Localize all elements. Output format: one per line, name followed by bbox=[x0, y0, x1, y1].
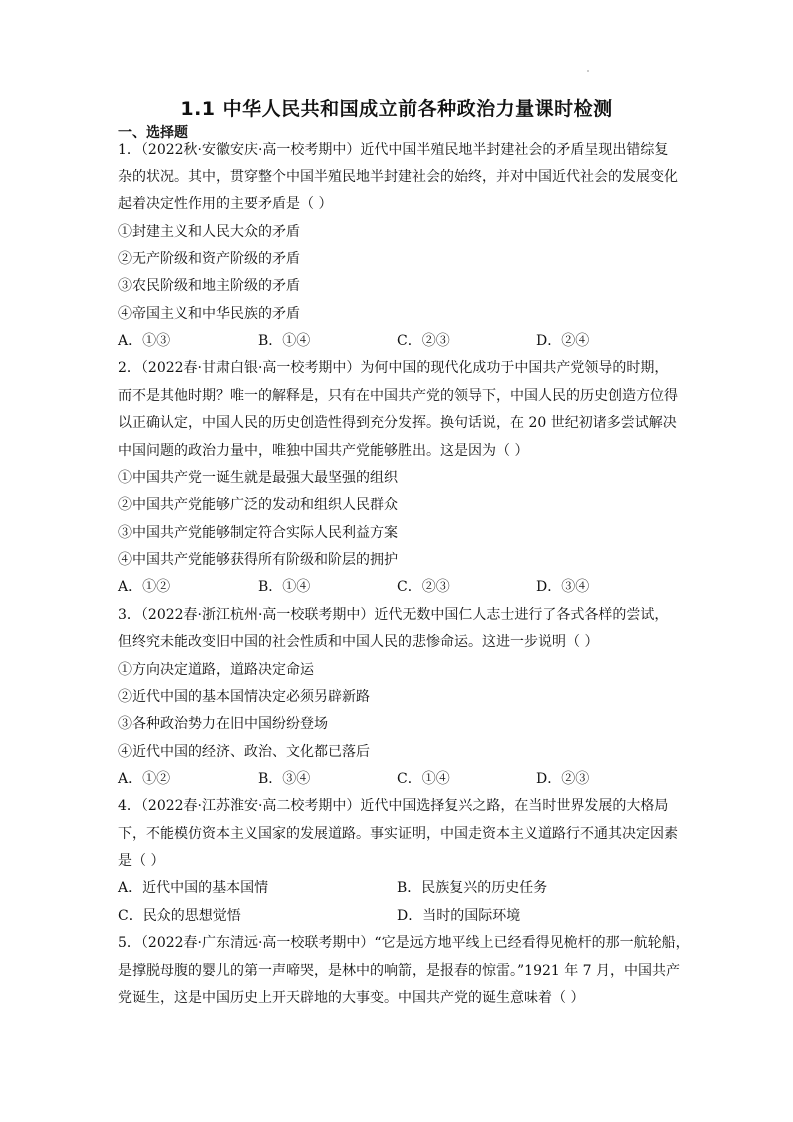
option-b[interactable]: B．①④ bbox=[258, 579, 311, 595]
page-title: 1.1 中华人民共和国成立前各种政治力量课时检测 bbox=[180, 98, 613, 120]
question-1-options bbox=[118, 331, 678, 351]
option-a[interactable]: A．近代中国的基本国情 bbox=[118, 880, 269, 896]
question-4-options-row-2 bbox=[118, 906, 678, 926]
question-2-statement: ④中国共产党能够获得所有阶级和阶层的拥护 bbox=[118, 552, 398, 568]
question-2-text-line: 中国问题的政治力量中，唯独中国共产党能够胜出。这是因为（ ） bbox=[118, 443, 529, 459]
question-5-text-line: 党诞生，这是中国历史上开天辟地的大事变。中国共产党的诞生意味着（ ） bbox=[118, 990, 585, 1006]
option-c[interactable]: C．②③ bbox=[397, 579, 450, 595]
question-3-statement: ②近代中国的基本国情决定必须另辟新路 bbox=[118, 689, 370, 705]
question-3-statement: ④近代中国的经济、政治、文化都已落后 bbox=[118, 744, 370, 760]
question-4-options-row-1 bbox=[118, 878, 678, 898]
scan-mark bbox=[587, 70, 589, 72]
option-b[interactable]: B．民族复兴的历史任务 bbox=[397, 880, 548, 896]
option-c[interactable]: C．民众的思想觉悟 bbox=[118, 908, 241, 924]
question-4-text-line: 4．（2022春·江苏淮安·高二校考期中）近代中国选择复兴之路，在当时世界发展的大格局 bbox=[118, 798, 669, 814]
question-3-statement: ③各种政治势力在旧中国纷纷登场 bbox=[118, 716, 328, 732]
question-2-statement: ②中国共产党能够广泛的发动和组织人民群众 bbox=[118, 497, 398, 513]
option-b[interactable]: B．①④ bbox=[258, 333, 311, 349]
option-a[interactable]: A．①② bbox=[118, 771, 171, 787]
question-1-text-line: 起着决定性作用的主要矛盾是（ ） bbox=[118, 196, 333, 212]
question-2-statement: ③中国共产党能够制定符合实际人民利益方案 bbox=[118, 525, 398, 541]
option-d[interactable]: D．③④ bbox=[536, 579, 590, 595]
question-5-text-line: 5．（2022春·广东清远·高一校联考期中）“它是远方地平线上已经看得见桅杆的那一航轮船， bbox=[118, 935, 690, 951]
option-b[interactable]: B．③④ bbox=[258, 771, 311, 787]
question-3-statement: ①方向决定道路，道路决定命运 bbox=[118, 662, 314, 678]
question-3-options bbox=[118, 769, 678, 789]
question-1-statement: ②无产阶级和资产阶级的矛盾 bbox=[118, 251, 300, 267]
option-d[interactable]: D．②③ bbox=[536, 771, 590, 787]
question-1-statement: ④帝国主义和中华民族的矛盾 bbox=[118, 306, 300, 322]
option-a[interactable]: A．①② bbox=[118, 579, 171, 595]
section-heading: 一、选择题 bbox=[118, 125, 188, 141]
question-4-text-line: 是（ ） bbox=[118, 853, 165, 869]
question-2-text-line: 而不是其他时期？唯一的解释是，只有在中国共产党的领导下，中国人民的历史创造方位得 bbox=[118, 388, 678, 404]
question-1-statement: ①封建主义和人民大众的矛盾 bbox=[118, 224, 300, 240]
question-1-statement: ③农民阶级和地主阶级的矛盾 bbox=[118, 278, 300, 294]
option-d[interactable]: D．②④ bbox=[536, 333, 590, 349]
question-1-text-line: 杂的状况。其中，贯穿整个中国半殖民地半封建社会的始终，并对中国近代社会的发展变化 bbox=[118, 169, 678, 185]
question-2-options bbox=[118, 577, 678, 597]
question-5-text-line: 是撑脱母腹的婴儿的第一声啼哭，是林中的响箭，是报春的惊雷。”1921 年 7 月，中国共产 bbox=[118, 963, 681, 979]
question-2-text-line: 以正确认定，中国人民的历史创造性得到充分发挥。换句话说，在 20 世纪初诸多尝试解决 bbox=[118, 415, 677, 431]
question-3-text-line: 但终究未能改变旧中国的社会性质和中国人民的悲惨命运。这进一步说明（ ） bbox=[118, 634, 599, 650]
option-c[interactable]: C．②③ bbox=[397, 333, 450, 349]
question-2-statement: ①中国共产党一诞生就是最强大最坚强的组织 bbox=[118, 470, 398, 486]
question-2-text-line: 2．（2022春·甘肃白银·高一校考期中）为何中国的现代化成功于中国共产党领导的时期， bbox=[118, 360, 669, 376]
question-4-text-line: 下，不能模仿资本主义国家的发展道路。事实证明，中国走资本主义道路行不通其决定因素 bbox=[118, 826, 678, 842]
question-3-text-line: 3．（2022春·浙江杭州·高一校联考期中）近代无数中国仁人志士进行了各式各样的尝试， bbox=[118, 607, 669, 623]
option-d[interactable]: D．当时的国际环境 bbox=[397, 908, 521, 924]
question-1-text-line: 1．（2022秋·安徽安庆·高一校考期中）近代中国半殖民地半封建社会的矛盾呈现出错综复 bbox=[118, 142, 669, 158]
option-a[interactable]: A．①③ bbox=[118, 333, 171, 349]
option-c[interactable]: C．①④ bbox=[397, 771, 450, 787]
